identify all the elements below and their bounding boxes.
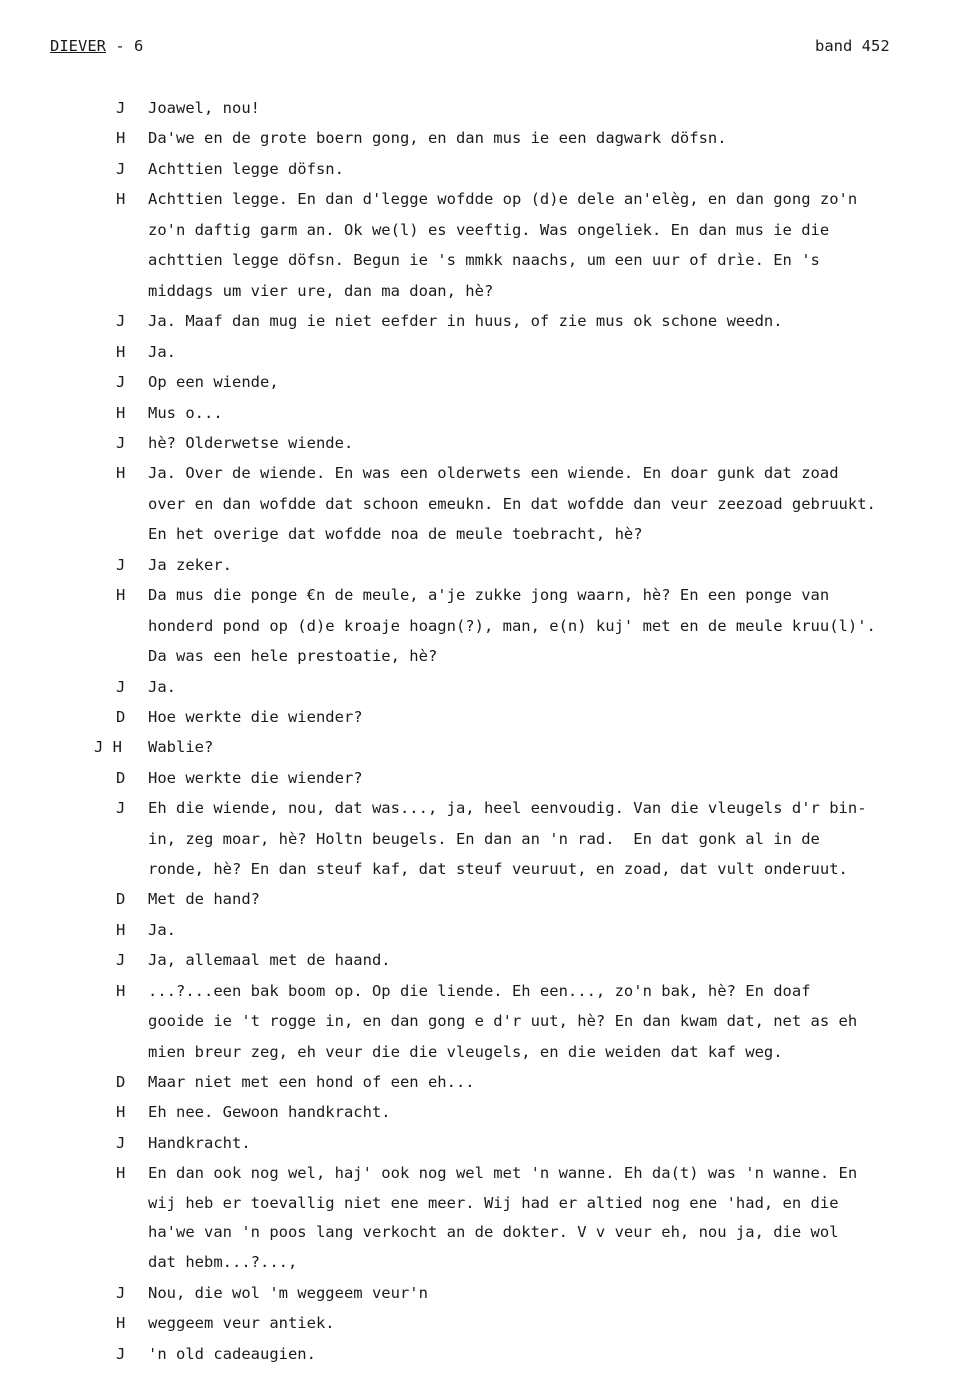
- speaker-label: H: [116, 1103, 126, 1121]
- transcript-line: Maar niet met een hond of een eh...: [148, 1073, 475, 1091]
- speaker-label: J: [116, 1134, 126, 1152]
- transcript-line: honderd pond op (d)e kroaje hoagn(?), man, e(n) kuj' met en de meule kruu(l)'.: [148, 617, 876, 635]
- page-header-title: [50, 37, 143, 55]
- transcript-line: Met de hand?: [148, 890, 260, 908]
- transcript-line: Nou, die wol 'm weggeem veur'n: [148, 1284, 428, 1302]
- transcript-line: Eh nee. Gewoon handkracht.: [148, 1103, 391, 1121]
- transcript-line: 'n old cadeaugien.: [148, 1345, 316, 1363]
- speaker-label: H: [116, 404, 126, 422]
- speaker-label: J: [116, 799, 126, 817]
- speaker-label: J H: [94, 738, 122, 756]
- speaker-label: J: [116, 160, 126, 178]
- transcript-line: Ja, allemaal met de haand.: [148, 951, 391, 969]
- speaker-label: H: [116, 1164, 126, 1182]
- transcript-line: mien breur zeg, eh veur die die vleugels, en die weiden dat kaf weg.: [148, 1043, 783, 1061]
- transcript-line: Eh die wiende, nou, dat was..., ja, heel eenvoudig. Van die vleugels d'r bin-: [148, 799, 867, 817]
- speaker-label: J: [116, 373, 126, 391]
- transcript-line: gooide ie 't rogge in, en dan gong e d'r uut, hè? En dan kwam dat, net as eh: [148, 1012, 858, 1030]
- transcript-line: Ja.: [148, 678, 176, 696]
- header-band-number: band 452: [815, 37, 890, 55]
- transcript-line: Ja zeker.: [148, 556, 232, 574]
- speaker-label: H: [116, 1314, 126, 1332]
- transcript-line: ronde, hè? En dan steuf kaf, dat steuf veuruut, en zoad, dat vult onderuut.: [148, 860, 848, 878]
- speaker-label: H: [116, 921, 126, 939]
- transcript-line: Ja.: [148, 921, 176, 939]
- speaker-label: D: [116, 890, 126, 908]
- header-page-number: - 6: [106, 37, 144, 55]
- transcript-line: achttien legge döfsn. Begun ie 's mmkk naachs, um een uur of drìe. En 's: [148, 251, 820, 269]
- speaker-label: J: [116, 434, 126, 452]
- transcript-line: Da mus die ponge €n de meule, a'je zukke jong waarn, hè? En een ponge van: [148, 586, 830, 604]
- speaker-label: H: [116, 464, 126, 482]
- transcript-line: En het overige dat wofdde noa de meule toebracht, hè?: [148, 525, 643, 543]
- transcript-line: wij heb er toevallig niet ene meer. Wij had er altied nog ene 'had, en die: [148, 1194, 839, 1212]
- speaker-label: J: [116, 678, 126, 696]
- speaker-label: D: [116, 708, 126, 726]
- transcript-line: Hoe werkte die wiender?: [148, 769, 363, 787]
- transcript-line: Da was een hele prestoatie, hè?: [148, 647, 438, 665]
- transcript-line: Hoe werkte die wiender?: [148, 708, 363, 726]
- transcript-line: Wablie?: [148, 738, 214, 756]
- speaker-label: D: [116, 769, 126, 787]
- transcript-line: dat hebm...?...,: [148, 1253, 298, 1271]
- transcript-line: Da'we en de grote boern gong, en dan mus ie een dagwark döfsn.: [148, 129, 727, 147]
- transcript-line: Mus o...: [148, 404, 223, 422]
- header-place: DIEVER: [50, 37, 106, 55]
- speaker-label: J: [116, 312, 126, 330]
- transcript-line: Achttien legge. En dan d'legge wofdde op (d)e dele an'elèg, en dan gong zo'n: [148, 190, 858, 208]
- speaker-label: J: [116, 1345, 126, 1363]
- speaker-label: J: [116, 1284, 126, 1302]
- speaker-label: H: [116, 190, 126, 208]
- speaker-label: H: [116, 343, 126, 361]
- speaker-label: H: [116, 586, 126, 604]
- transcript-line: in, zeg moar, hè? Holtn beugels. En dan an 'n rad. En dat gonk al in de: [148, 830, 820, 848]
- transcript-line: zo'n daftig garm an. Ok we(l) es veeftig. Was ongeliek. En dan mus ie die: [148, 221, 830, 239]
- transcript-line: ha'we van 'n poos lang verkocht an de dokter. V v veur eh, nou ja, die wol: [148, 1223, 839, 1241]
- transcript-line: Handkracht.: [148, 1134, 251, 1152]
- speaker-label: H: [116, 982, 126, 1000]
- transcript-line: middags um vier ure, dan ma doan, hè?: [148, 282, 494, 300]
- transcript-line: hè? Olderwetse wiende.: [148, 434, 354, 452]
- transcript-line: Ja. Maaf dan mug ie niet eefder in huus, of zie mus ok schone weedn.: [148, 312, 783, 330]
- transcript-line: Ja.: [148, 343, 176, 361]
- transcript-line: Joawel, nou!: [148, 99, 260, 117]
- speaker-label: J: [116, 951, 126, 969]
- transcript-line: weggeem veur antiek.: [148, 1314, 335, 1332]
- transcript-line: Achttien legge döfsn.: [148, 160, 344, 178]
- transcript-line: En dan ook nog wel, haj' ook nog wel met 'n wanne. Eh da(t) was 'n wanne. En: [148, 1164, 858, 1182]
- transcript-line: ...?...een bak boom op. Op die liende. Eh een..., zo'n bak, hè? En doaf: [148, 982, 811, 1000]
- transcript-line: Op een wiende,: [148, 373, 279, 391]
- speaker-label: D: [116, 1073, 126, 1091]
- speaker-label: J: [116, 99, 126, 117]
- transcript-line: Ja. Over de wiende. En was een olderwets een wiende. En doar gunk dat zoad: [148, 464, 839, 482]
- transcript-line: over en dan wofdde dat schoon emeukn. En dat wofdde dan veur zeezoad gebruukt.: [148, 495, 876, 513]
- speaker-label: H: [116, 129, 126, 147]
- speaker-label: J: [116, 556, 126, 574]
